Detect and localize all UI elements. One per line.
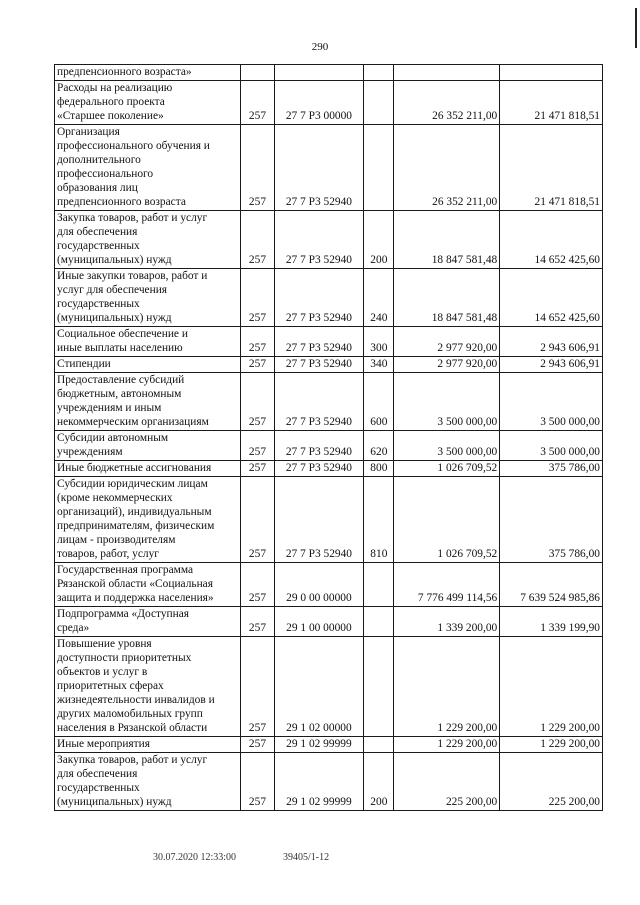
row-expense-type-cell: 200 — [364, 211, 394, 269]
row-amount-executed-cell: 1 229 200,00 — [500, 737, 603, 753]
row-name-cell: Повышение уровня доступности приоритетных объектов и услуг в приоритетных сферах жизнедеятельности инвалидов и других маломобильных групп населения в Рязанской области — [55, 637, 241, 737]
row-expense-type-cell — [364, 737, 394, 753]
row-amount-executed-cell: 3 500 000,00 — [500, 431, 603, 461]
budget-table — [54, 64, 603, 811]
page-edge-mark — [635, 8, 637, 48]
row-target-article-cell: 27 7 P3 52940 — [274, 125, 364, 211]
table-row — [55, 737, 603, 753]
row-amount-planned-cell: 26 352 211,00 — [394, 81, 500, 125]
row-expense-type-cell: 800 — [364, 461, 394, 477]
row-amount-executed-cell: 375 786,00 — [500, 477, 603, 563]
row-name-cell: Иные закупки товаров, работ и услуг для обеспечения государственных (муниципальных) нужд — [55, 269, 241, 327]
table-row — [55, 269, 603, 327]
row-amount-planned-cell: 1 026 709,52 — [394, 477, 500, 563]
table-row — [55, 563, 603, 607]
row-amount-planned-cell: 3 500 000,00 — [394, 373, 500, 431]
row-name-cell: Государственная программа Рязанской области «Социальная защита и поддержка населения» — [55, 563, 241, 607]
row-code-cell: 257 — [241, 461, 274, 477]
row-amount-executed-cell: 3 500 000,00 — [500, 373, 603, 431]
row-code-cell: 257 — [241, 607, 274, 637]
row-amount-planned-cell: 1 229 200,00 — [394, 637, 500, 737]
table-row — [55, 373, 603, 431]
row-amount-planned-cell: 1 339 200,00 — [394, 607, 500, 637]
footer-doc-id: 39405/1-12 — [283, 852, 330, 863]
row-name-cell: Иные мероприятия — [55, 737, 241, 753]
row-expense-type-cell — [364, 607, 394, 637]
row-target-article-cell: 27 7 P3 52940 — [274, 477, 364, 563]
row-amount-planned-cell — [394, 65, 500, 81]
table-row — [55, 65, 603, 81]
row-amount-executed-cell: 7 639 524 985,86 — [500, 563, 603, 607]
table-row — [55, 357, 603, 373]
row-amount-executed-cell: 1 339 199,90 — [500, 607, 603, 637]
row-target-article-cell: 29 1 02 99999 — [274, 753, 364, 811]
row-amount-executed-cell: 14 652 425,60 — [500, 269, 603, 327]
row-expense-type-cell — [364, 637, 394, 737]
row-expense-type-cell — [364, 563, 394, 607]
table-row — [55, 81, 603, 125]
table-row — [55, 607, 603, 637]
row-amount-executed-cell: 21 471 818,51 — [500, 81, 603, 125]
row-target-article-cell — [274, 65, 364, 81]
row-expense-type-cell: 810 — [364, 477, 394, 563]
row-name-cell: Организация профессионального обучения и дополнительного профессионального образования лиц предпенсионного возраста — [55, 125, 241, 211]
row-amount-planned-cell: 1 229 200,00 — [394, 737, 500, 753]
row-expense-type-cell: 600 — [364, 373, 394, 431]
row-code-cell: 257 — [241, 737, 274, 753]
table-row — [55, 431, 603, 461]
row-amount-planned-cell: 7 776 499 114,56 — [394, 563, 500, 607]
table-row — [55, 753, 603, 811]
table-row — [55, 125, 603, 211]
row-code-cell: 257 — [241, 753, 274, 811]
row-code-cell: 257 — [241, 327, 274, 357]
row-name-cell: Субсидии юридическим лицам (кроме некоммерческих организаций), индивидуальным предпринимателям, физическим лицам - производителям товаров, работ, услуг — [55, 477, 241, 563]
row-name-cell: Подпрограмма «Доступная среда» — [55, 607, 241, 637]
row-target-article-cell: 27 7 P3 52940 — [274, 373, 364, 431]
row-target-article-cell: 29 1 02 99999 — [274, 737, 364, 753]
row-amount-planned-cell: 225 200,00 — [394, 753, 500, 811]
row-name-cell: Иные бюджетные ассигнования — [55, 461, 241, 477]
page-number: 290 — [311, 41, 329, 53]
table-row — [55, 461, 603, 477]
row-target-article-cell: 27 7 P3 52940 — [274, 269, 364, 327]
row-name-cell: Расходы на реализацию федерального проекта «Старшее поколение» — [55, 81, 241, 125]
row-name-cell: Субсидии автономным учреждениям — [55, 431, 241, 461]
row-expense-type-cell: 620 — [364, 431, 394, 461]
row-amount-executed-cell — [500, 65, 603, 81]
row-target-article-cell: 27 7 P3 52940 — [274, 211, 364, 269]
row-expense-type-cell — [364, 125, 394, 211]
row-code-cell: 257 — [241, 357, 274, 373]
row-code-cell: 257 — [241, 431, 274, 461]
budget-table-body — [55, 65, 603, 811]
row-code-cell: 257 — [241, 269, 274, 327]
row-name-cell: Закупка товаров, работ и услуг для обеспечения государственных (муниципальных) нужд — [55, 211, 241, 269]
row-code-cell: 257 — [241, 637, 274, 737]
table-row — [55, 327, 603, 357]
row-target-article-cell: 27 7 P3 52940 — [274, 461, 364, 477]
row-target-article-cell: 27 7 P3 52940 — [274, 357, 364, 373]
row-target-article-cell: 29 0 00 00000 — [274, 563, 364, 607]
row-code-cell: 257 — [241, 81, 274, 125]
row-expense-type-cell — [364, 81, 394, 125]
footer-timestamp: 30.07.2020 12:33:00 — [153, 852, 237, 863]
row-amount-planned-cell: 1 026 709,52 — [394, 461, 500, 477]
row-amount-planned-cell: 18 847 581,48 — [394, 211, 500, 269]
row-target-article-cell: 29 1 00 00000 — [274, 607, 364, 637]
row-target-article-cell: 27 7 P3 52940 — [274, 327, 364, 357]
row-name-cell: Предоставление субсидий бюджетным, автономным учреждениям и иным некоммерческим организациям — [55, 373, 241, 431]
row-code-cell — [241, 65, 274, 81]
row-expense-type-cell — [364, 65, 394, 81]
row-expense-type-cell: 300 — [364, 327, 394, 357]
row-name-cell: предпенсионного возраста» — [55, 65, 241, 81]
row-code-cell: 257 — [241, 373, 274, 431]
row-code-cell: 257 — [241, 477, 274, 563]
table-row — [55, 637, 603, 737]
row-target-article-cell: 29 1 02 00000 — [274, 637, 364, 737]
row-amount-planned-cell: 3 500 000,00 — [394, 431, 500, 461]
row-target-article-cell: 27 7 P3 52940 — [274, 431, 364, 461]
row-amount-planned-cell: 26 352 211,00 — [394, 125, 500, 211]
row-amount-planned-cell: 2 977 920,00 — [394, 357, 500, 373]
row-amount-executed-cell: 1 229 200,00 — [500, 637, 603, 737]
table-row — [55, 211, 603, 269]
row-code-cell: 257 — [241, 125, 274, 211]
row-amount-executed-cell: 2 943 606,91 — [500, 357, 603, 373]
table-row — [55, 477, 603, 563]
row-amount-executed-cell: 225 200,00 — [500, 753, 603, 811]
row-expense-type-cell: 240 — [364, 269, 394, 327]
row-amount-executed-cell: 2 943 606,91 — [500, 327, 603, 357]
row-amount-planned-cell: 2 977 920,00 — [394, 327, 500, 357]
row-code-cell: 257 — [241, 211, 274, 269]
row-name-cell: Закупка товаров, работ и услуг для обеспечения государственных (муниципальных) нужд — [55, 753, 241, 811]
row-target-article-cell: 27 7 P3 00000 — [274, 81, 364, 125]
row-code-cell: 257 — [241, 563, 274, 607]
row-amount-planned-cell: 18 847 581,48 — [394, 269, 500, 327]
row-amount-executed-cell: 14 652 425,60 — [500, 211, 603, 269]
row-name-cell: Социальное обеспечение и иные выплаты населению — [55, 327, 241, 357]
row-name-cell: Стипендии — [55, 357, 241, 373]
row-amount-executed-cell: 21 471 818,51 — [500, 125, 603, 211]
row-expense-type-cell: 200 — [364, 753, 394, 811]
row-amount-executed-cell: 375 786,00 — [500, 461, 603, 477]
row-expense-type-cell: 340 — [364, 357, 394, 373]
